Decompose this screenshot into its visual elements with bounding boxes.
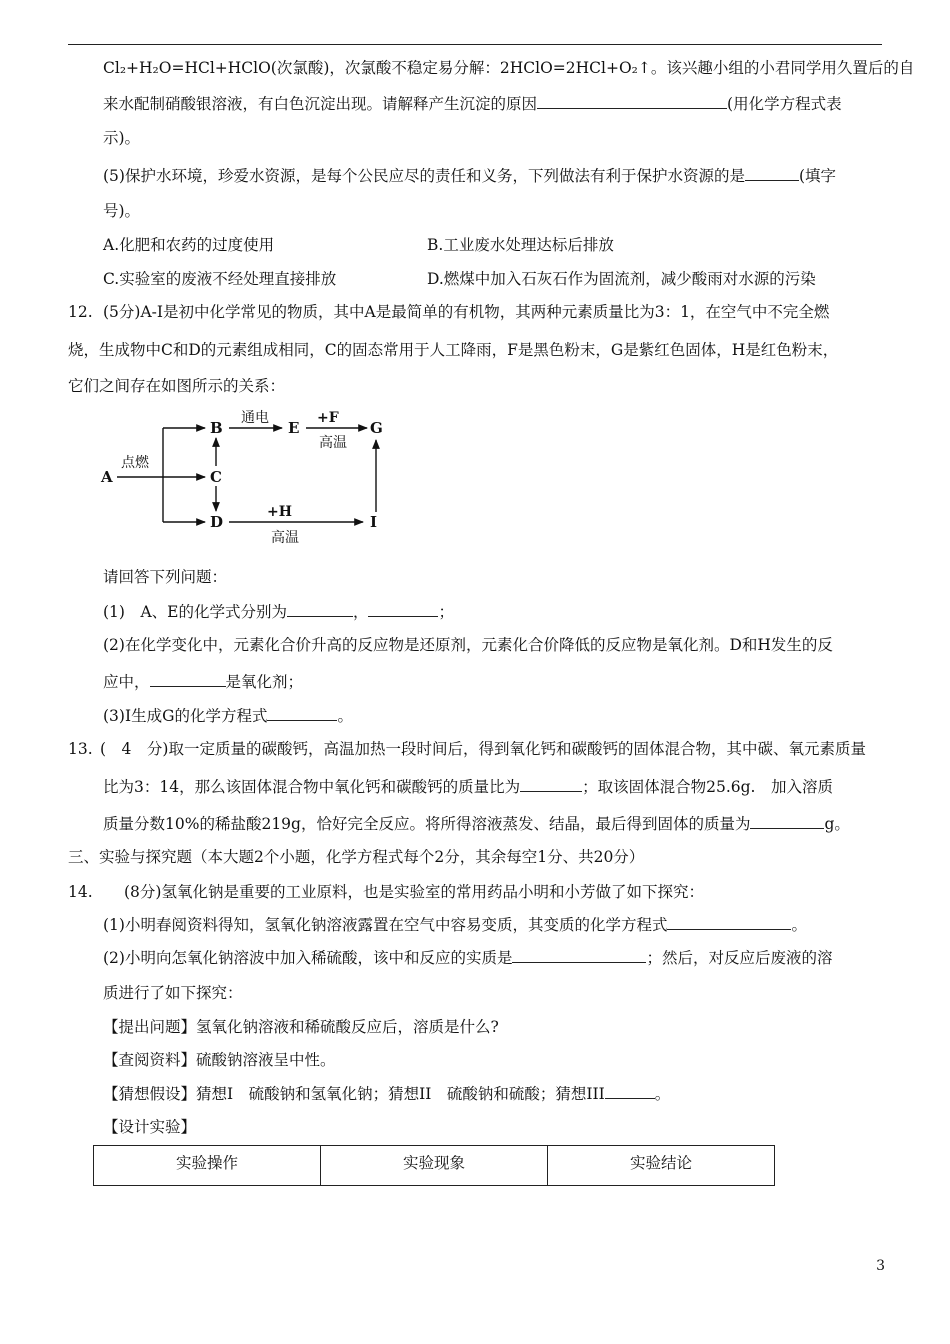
q14-sub1-text: (1)小明春阅资料得知，氢氧化钠溶液露置在空气中容易变质，其变质的化学方程式 — [103, 916, 668, 934]
q11-line1: Cl₂+H₂O=HCl+HClO(次氯酸)，次氯酸不稳定易分解：2HClO=2HCl+O₂↑。该兴趣小组的小君同学用久置后的自 — [103, 59, 915, 77]
option-b: B.工业废水处理达标后排放 — [427, 236, 614, 254]
q13-line3 — [103, 813, 850, 834]
q13-number: 13. — [68, 740, 93, 758]
q14-guess-text: 【猜想假设】猜想Ⅰ 硫酸钠和氢氧化钠；猜想II 硫酸钠和硫酸；猜想III — [103, 1085, 605, 1103]
q11-line2 — [103, 93, 842, 114]
answer-blank-q12-1a[interactable] — [287, 601, 353, 617]
q11-sub5-text: (5)保护水环境，珍爱水资源，是每个公民应尽的责任和义务，下列做法有利于保护水资源的是 — [103, 167, 745, 185]
q12-line3: 它们之间存在如图所示的关系： — [68, 377, 286, 395]
label-plus-f: +F — [317, 410, 339, 426]
q12-sub2-tail: 是氧化剂； — [225, 673, 304, 691]
q12-sub3-tail: 。 — [337, 707, 353, 725]
answer-blank-q12-3[interactable] — [267, 705, 337, 721]
answer-blank-q14-guess[interactable] — [605, 1083, 655, 1099]
header-rule — [68, 44, 882, 45]
page-number: 3 — [876, 1258, 885, 1274]
q14-design: 【设计实验】 — [103, 1118, 197, 1136]
node-d: D — [210, 513, 224, 531]
section-3-heading: 三、实验与探究题（本大题2个小题，化学方程式每个2分，其余每空1分、共20分） — [68, 848, 645, 866]
experiment-table — [93, 1145, 775, 1186]
answer-blank-q13-1[interactable] — [520, 776, 582, 792]
label-plus-h: +H — [267, 504, 292, 520]
q11-sub5 — [103, 165, 836, 186]
node-c: C — [210, 468, 222, 486]
q12-sub3 — [103, 705, 353, 726]
node-i: I — [370, 513, 378, 531]
q14-guess — [103, 1083, 670, 1104]
q14-sub1 — [103, 914, 807, 935]
q13-line2-tail: ；取该固体混合物25.6g. 加入溶质 — [582, 778, 833, 796]
q13-line1: ( 4 分)取一定质量的碳酸钙，高温加热一段时间后，得到氧化钙和碳酸钙的固体混合物，其中碳、氧元素质量 — [100, 740, 866, 758]
q12-sub2-line1: (2)在化学变化中，元素化合价升高的反应物是还原剂，元素化合价降低的反应物是氧化剂。D和H发生的反 — [103, 636, 833, 654]
q11-line2-tail: (用化学方程式表 — [727, 95, 842, 113]
table-header-conclusion: 实验结论 — [548, 1146, 775, 1186]
q12-number: 12. — [68, 303, 93, 321]
answer-blank-q12-1b[interactable] — [368, 601, 438, 617]
q13-line2-text: 比为3：14，那么该固体混合物中氧化钙和碳酸钙的质量比为 — [103, 778, 521, 796]
label-ignite: 点燃 — [121, 455, 149, 471]
q11-sub5-line2: 号)。 — [103, 202, 141, 220]
q12-line1: (5分)A-I是初中化学常见的物质，其中A是最简单的有机物，其两种元素质量比为3：1，在空气中不完全燃 — [103, 303, 830, 321]
q13-line3-tail: g。 — [824, 815, 850, 833]
q14-sub2 — [103, 947, 832, 968]
label-hightemp-1: 高温 — [319, 435, 347, 451]
q12-sub1-end: ； — [438, 603, 454, 621]
q12-sub1 — [103, 601, 454, 622]
q12-sub2-line2 — [103, 671, 303, 692]
q14-sub1-tail: 。 — [791, 916, 807, 934]
option-d: D.燃煤中加入石灰石作为固流剂，减少酸雨对水源的污染 — [427, 270, 816, 288]
answer-blank-q12-2[interactable] — [150, 671, 226, 687]
node-b: B — [210, 419, 223, 437]
q13-line3-text: 质量分数10%的稀盐酸219g，恰好完全反应。将所得溶液蒸发、结晶，最后得到固体的质量为 — [103, 815, 751, 833]
q12-sub1-text: (1) A、E的化学式分别为 — [103, 603, 287, 621]
table-header-operation: 实验操作 — [94, 1146, 321, 1186]
q14-ask: 【提出问题】氢氧化钠溶液和稀硫酸反应后，溶质是什么? — [103, 1018, 499, 1036]
answer-blank-q11-equation[interactable] — [537, 93, 727, 109]
q11-line2-text: 来水配制硝酸银溶液，有白色沉淀出现。请解释产生沉淀的原因 — [103, 95, 538, 113]
reaction-diagram — [95, 400, 405, 552]
answer-blank-q11-5[interactable] — [745, 165, 799, 181]
q13-line2 — [103, 776, 833, 797]
q11-line3: 示)。 — [103, 129, 141, 147]
q12-sub3-text: (3)I生成G的化学方程式 — [103, 707, 268, 725]
q12-sub1-comma: ， — [352, 603, 369, 621]
q11-sub5-tail: (填字 — [798, 167, 837, 185]
q14-number: 14. — [68, 883, 93, 901]
q12-line2: 烧，生成物中C和D的元素组成相同，C的固态常用于人工降雨，F是黑色粉末，G是紫红色固体，H是红色粉末， — [68, 341, 839, 359]
answer-blank-q14-2[interactable] — [512, 947, 646, 963]
answer-blank-q13-2[interactable] — [750, 813, 824, 829]
option-c: C.实验室的废液不经处理直接排放 — [103, 270, 337, 288]
node-g: G — [370, 419, 383, 437]
node-a: A — [101, 468, 113, 486]
label-hightemp-2: 高温 — [271, 530, 299, 546]
q14-sub2-line2: 质进行了如下探究： — [103, 984, 243, 1002]
q14-lookup: 【查阅资料】硫酸钠溶液呈中性。 — [103, 1051, 336, 1069]
label-electrolysis: 通电 — [241, 410, 269, 426]
node-e: E — [288, 419, 300, 437]
option-a: A.化肥和农药的过度使用 — [103, 236, 275, 254]
q14-sub2-tail: ；然后，对反应后废液的溶 — [646, 949, 833, 967]
q14-line1: (8分)氢氧化钠是重要的工业原料，也是实验室的常用药品小明和小芳做了如下探究： — [124, 883, 704, 901]
table-header-row — [94, 1146, 775, 1186]
table-header-phenomenon: 实验现象 — [321, 1146, 548, 1186]
q14-guess-tail: 。 — [654, 1085, 671, 1103]
answer-blank-q14-1[interactable] — [667, 914, 791, 930]
q12-prompt: 请回答下列问题： — [103, 568, 228, 586]
q14-sub2-text: (2)小明向怎氧化钠溶波中加入稀硫酸，该中和反应的实质是 — [103, 949, 513, 967]
q12-sub2-text: 应中， — [103, 673, 150, 691]
